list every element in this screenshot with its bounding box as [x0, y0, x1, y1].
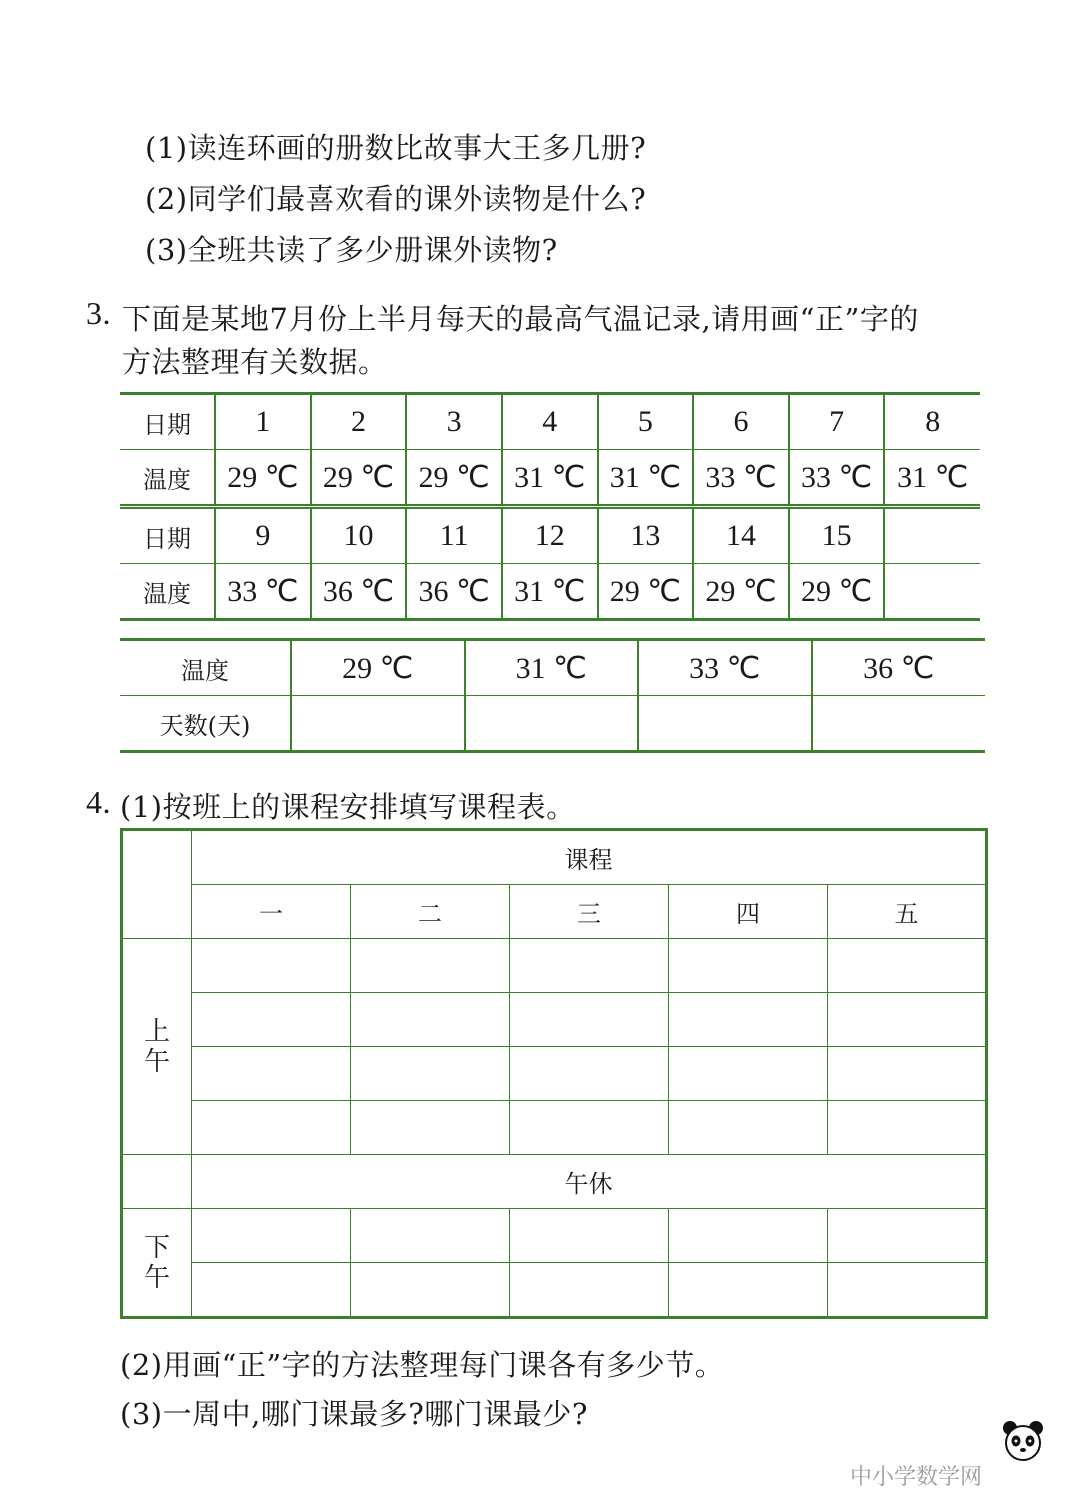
date-cell: 12	[502, 507, 598, 564]
temp-row-1	[120, 450, 980, 507]
date-cell: 2	[311, 394, 407, 450]
date-row-1	[120, 394, 980, 450]
schedule-cell[interactable]	[351, 1263, 510, 1318]
corner-cell	[122, 830, 192, 939]
q3-text-line2: 方法整理有关数据。	[122, 345, 388, 379]
tally-temp-header: 36 ℃	[812, 640, 986, 696]
q4-part1: (1)按班上的课程安排填写课程表。	[120, 790, 576, 824]
temp-cell: 29 ℃	[598, 564, 694, 620]
temp-cell: 31 ℃	[502, 564, 598, 620]
tally-temp-header: 31 ℃	[465, 640, 639, 696]
tally-answer-cell[interactable]	[638, 696, 812, 752]
date-cell: 11	[406, 507, 502, 564]
temp-cell: 29 ℃	[215, 450, 311, 507]
schedule-cell[interactable]	[510, 1047, 669, 1101]
row-label-date: 日期	[120, 507, 215, 564]
row-label-date: 日期	[120, 394, 215, 450]
schedule-cell[interactable]	[192, 993, 351, 1047]
morning-label	[122, 939, 192, 1155]
temp-cell: 31 ℃	[884, 450, 980, 507]
watermark-text: 中小学数学网	[850, 1465, 983, 1490]
schedule-cell[interactable]	[351, 1047, 510, 1101]
temp-cell: 31 ℃	[502, 450, 598, 507]
q4-part2: (2)用画“正”字的方法整理每门课各有多少节。	[120, 1348, 725, 1382]
tally-temp-header: 29 ℃	[291, 640, 465, 696]
morning-char: 午	[143, 1046, 170, 1077]
afternoon-row	[122, 1263, 987, 1318]
schedule-cell[interactable]	[669, 1047, 828, 1101]
schedule-cell[interactable]	[351, 1209, 510, 1263]
date-cell: 14	[693, 507, 789, 564]
schedule-cell[interactable]	[510, 993, 669, 1047]
q3-number: 3.	[86, 295, 111, 331]
row-label-temp: 温度	[120, 564, 215, 620]
schedule-cell[interactable]	[192, 1101, 351, 1155]
schedule-cell[interactable]	[192, 1209, 351, 1263]
date-cell: 4	[502, 394, 598, 450]
tally-days-row	[120, 696, 985, 752]
morning-row	[122, 1101, 987, 1155]
weekday-row	[122, 885, 987, 939]
date-cell: 10	[311, 507, 407, 564]
noon-side-cell	[122, 1155, 192, 1209]
afternoon-char: 午	[143, 1262, 170, 1293]
date-cell-empty	[884, 507, 980, 564]
q3-text-line1: 下面是某地7月份上半月每天的最高气温记录,请用画“正”字的	[122, 302, 919, 336]
tally-answer-cell[interactable]	[465, 696, 639, 752]
weekday-header: 四	[669, 885, 828, 939]
temp-cell: 36 ℃	[406, 564, 502, 620]
date-cell: 7	[789, 394, 885, 450]
schedule-cell[interactable]	[351, 939, 510, 993]
schedule-cell[interactable]	[510, 1101, 669, 1155]
afternoon-label	[122, 1209, 192, 1318]
temperature-record-table	[120, 392, 980, 621]
q4-number: 4.	[86, 784, 111, 820]
class-schedule-table	[120, 828, 988, 1319]
temp-row-2	[120, 564, 980, 620]
temp-cell: 31 ℃	[598, 450, 694, 507]
q2-sub2: (2)同学们最喜欢看的课外读物是什么?	[145, 182, 647, 216]
q4-part3: (3)一周中,哪门课最多?哪门课最少?	[120, 1397, 588, 1431]
schedule-cell[interactable]	[510, 1263, 669, 1318]
row-label-temp: 温度	[120, 450, 215, 507]
temp-cell: 29 ℃	[311, 450, 407, 507]
weekday-header: 五	[828, 885, 987, 939]
noon-break-label: 午休	[192, 1155, 987, 1209]
morning-char: 上	[143, 1016, 170, 1047]
noon-break-row	[122, 1155, 987, 1209]
temp-cell: 29 ℃	[789, 564, 885, 620]
schedule-cell[interactable]	[669, 939, 828, 993]
weekday-header: 三	[510, 885, 669, 939]
schedule-cell[interactable]	[192, 1263, 351, 1318]
schedule-cell[interactable]	[351, 993, 510, 1047]
schedule-cell[interactable]	[192, 939, 351, 993]
weekday-header: 一	[192, 885, 351, 939]
schedule-cell[interactable]	[669, 993, 828, 1047]
temp-cell: 29 ℃	[693, 564, 789, 620]
q2-sub1: (1)读连环画的册数比故事大王多几册?	[145, 131, 647, 165]
schedule-cell[interactable]	[669, 1263, 828, 1318]
tally-label-temp: 温度	[120, 640, 291, 696]
tally-answer-cell[interactable]	[291, 696, 465, 752]
q2-sub3: (3)全班共读了多少册课外读物?	[145, 233, 558, 267]
schedule-title-row	[122, 830, 987, 885]
course-header: 课程	[192, 830, 987, 885]
temp-cell: 33 ℃	[789, 450, 885, 507]
schedule-cell[interactable]	[828, 1047, 987, 1101]
tally-answer-cell[interactable]	[812, 696, 986, 752]
tally-header-row	[120, 640, 985, 696]
afternoon-row	[122, 1209, 987, 1263]
date-row-2	[120, 507, 980, 564]
temp-cell: 33 ℃	[693, 450, 789, 507]
date-cell: 8	[884, 394, 980, 450]
tally-table	[120, 638, 985, 753]
panda-icon	[1000, 1418, 1046, 1464]
temp-cell: 33 ℃	[215, 564, 311, 620]
date-cell: 9	[215, 507, 311, 564]
temp-cell: 29 ℃	[406, 450, 502, 507]
date-cell: 3	[406, 394, 502, 450]
date-cell: 6	[693, 394, 789, 450]
morning-row	[122, 1047, 987, 1101]
schedule-cell[interactable]	[828, 1263, 987, 1318]
date-cell: 13	[598, 507, 694, 564]
schedule-cell[interactable]	[669, 1101, 828, 1155]
morning-row	[122, 993, 987, 1047]
schedule-cell[interactable]	[828, 939, 987, 993]
morning-row	[122, 939, 987, 993]
temp-cell-empty	[884, 564, 980, 620]
weekday-header: 二	[351, 885, 510, 939]
schedule-cell[interactable]	[510, 939, 669, 993]
schedule-cell[interactable]	[510, 1209, 669, 1263]
schedule-cell[interactable]	[828, 1101, 987, 1155]
schedule-cell[interactable]	[192, 1047, 351, 1101]
date-cell: 5	[598, 394, 694, 450]
tally-label-days: 天数(天)	[120, 696, 291, 752]
schedule-cell[interactable]	[828, 993, 987, 1047]
schedule-cell[interactable]	[669, 1209, 828, 1263]
schedule-cell[interactable]	[828, 1209, 987, 1263]
schedule-cell[interactable]	[351, 1101, 510, 1155]
temp-cell: 36 ℃	[311, 564, 407, 620]
tally-temp-header: 33 ℃	[638, 640, 812, 696]
date-cell: 15	[789, 507, 885, 564]
afternoon-char: 下	[143, 1232, 170, 1263]
date-cell: 1	[215, 394, 311, 450]
